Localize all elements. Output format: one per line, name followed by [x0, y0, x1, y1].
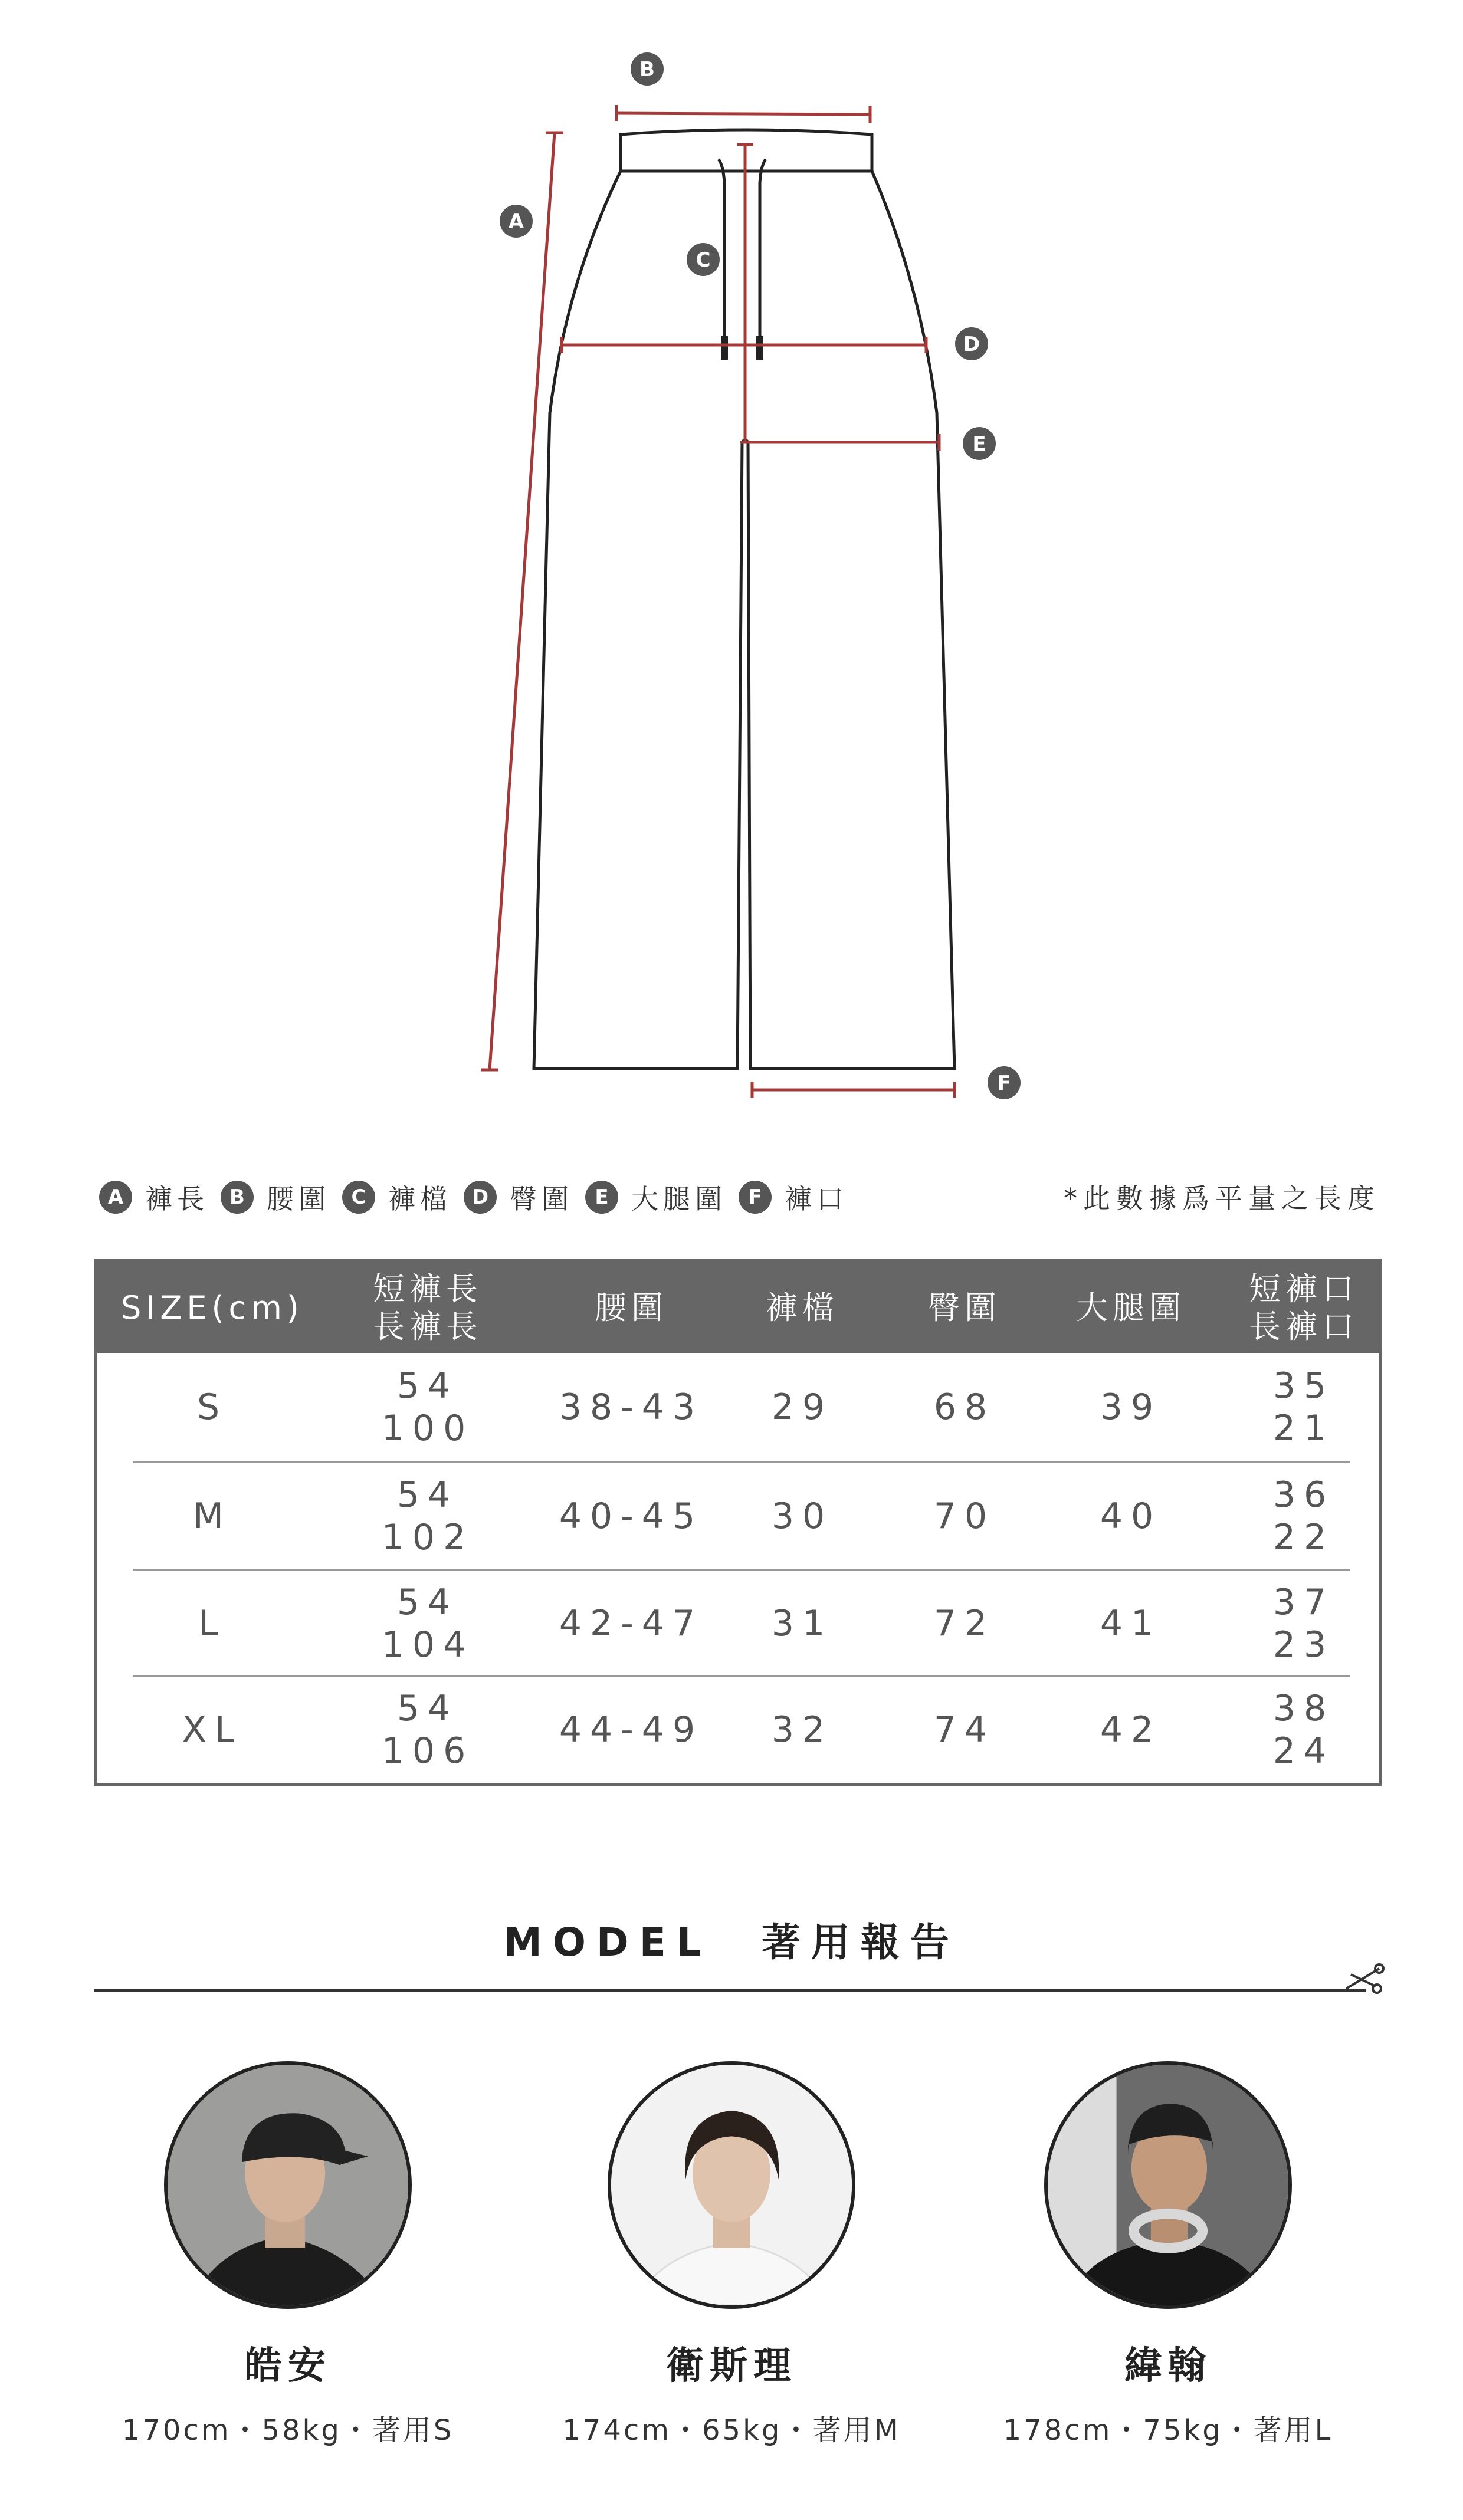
drawstring-tips: [721, 336, 763, 360]
cell-text: 36: [1272, 1474, 1335, 1516]
cell-text: XL: [182, 1709, 243, 1750]
svg-text:A: A: [508, 210, 524, 234]
cell-text: 54: [396, 1582, 459, 1623]
svg-text:F: F: [997, 1072, 1011, 1095]
cell-text: 41: [1100, 1603, 1162, 1644]
table-cell: [339, 1463, 516, 1570]
table-cell: [1042, 1463, 1219, 1570]
svg-text:E: E: [972, 432, 986, 456]
legend-item: [221, 1178, 330, 1217]
cell-text: 106: [381, 1730, 474, 1772]
table-cell: [1215, 1676, 1392, 1783]
model-name: 緯翰: [1124, 2344, 1212, 2388]
model-section-title: MODEL 著用報告: [503, 1920, 960, 1965]
cell-text: 38-43: [559, 1387, 704, 1428]
table-cell: [124, 1570, 301, 1677]
legend-item: [464, 1178, 573, 1217]
table-header-cell: [543, 1262, 720, 1353]
marker-d: [955, 327, 988, 360]
model-photo: [164, 2061, 412, 2309]
svg-text:C: C: [696, 248, 711, 272]
marker-a: [500, 205, 533, 238]
model-name: 衛斯理: [666, 2344, 797, 2388]
cell-text: 29: [771, 1387, 834, 1428]
table-cell: [1042, 1676, 1219, 1783]
table-cell: [714, 1570, 891, 1677]
legend-marker: A: [99, 1181, 132, 1214]
cell-text: 31: [771, 1603, 834, 1644]
header-text: 長褲長: [373, 1307, 483, 1345]
table-cell: [543, 1570, 720, 1677]
cell-text: 104: [381, 1624, 474, 1665]
legend-label: 褲口: [785, 1183, 848, 1215]
cell-text: 74: [933, 1709, 996, 1750]
table-cell: [876, 1353, 1053, 1461]
table-cell: [876, 1570, 1053, 1677]
header-text: 臀圍: [928, 1289, 1001, 1326]
table-header-row: [97, 1262, 1379, 1353]
cell-text: 44-49: [559, 1709, 704, 1750]
legend-marker: E: [585, 1181, 618, 1214]
table-cell: [714, 1676, 891, 1783]
cell-text: 30: [771, 1496, 834, 1537]
table-cell: [124, 1463, 301, 1570]
legend-item: [99, 1178, 209, 1217]
cell-text: L: [198, 1603, 227, 1644]
table-cell: [543, 1353, 720, 1461]
cell-text: 72: [933, 1603, 996, 1644]
cell-text: S: [196, 1387, 228, 1428]
cell-text: 40: [1100, 1496, 1162, 1537]
table-cell: [339, 1676, 516, 1783]
legend-item: [342, 1178, 452, 1217]
table-header-cell: [1215, 1262, 1392, 1353]
header-text: 腰圍: [595, 1289, 668, 1326]
table-header-cell: [121, 1262, 304, 1353]
model-info: 174cm・65kg・著用M: [562, 2414, 901, 2447]
header-text: 長褲口: [1249, 1307, 1359, 1345]
legend-label: 臀圍: [510, 1183, 573, 1215]
cell-text: 39: [1100, 1387, 1162, 1428]
model-card: [76, 2061, 500, 2448]
table-cell: [543, 1463, 720, 1570]
measurement-legend: [99, 1174, 925, 1221]
cell-text: 24: [1272, 1730, 1335, 1772]
cell-text: 54: [396, 1365, 459, 1407]
svg-text:B: B: [639, 58, 655, 81]
table-cell: [339, 1570, 516, 1677]
cell-text: 42-47: [559, 1603, 704, 1644]
legend-marker: F: [739, 1181, 772, 1214]
cell-text: 40-45: [559, 1496, 704, 1537]
legend-marker: C: [342, 1181, 375, 1214]
legend-label: 褲長: [145, 1183, 209, 1215]
cell-text: 23: [1272, 1624, 1335, 1665]
header-text: 短褲口: [1249, 1270, 1359, 1307]
model-photo: [608, 2061, 855, 2309]
legend-marker: B: [221, 1181, 254, 1214]
table-header-cell: [876, 1262, 1053, 1353]
header-text: SIZE(cm): [121, 1289, 304, 1326]
measurement-note: *此數據爲平量之長度: [1064, 1182, 1380, 1214]
table-cell: [1042, 1570, 1219, 1677]
table-cell: [1215, 1570, 1392, 1677]
cell-text: 32: [771, 1709, 834, 1750]
legend-item: [585, 1178, 727, 1217]
model-card: [519, 2061, 944, 2448]
table-header-cell: [1042, 1262, 1219, 1353]
pants-measurement-diagram: [0, 0, 1463, 1121]
cell-text: 38: [1272, 1688, 1335, 1729]
marker-b: [631, 52, 664, 86]
cell-text: 21: [1272, 1408, 1335, 1449]
legend-label: 大腿圍: [631, 1183, 727, 1215]
section-divider: [94, 1989, 1366, 1992]
marker-e: [963, 427, 996, 460]
drawstrings: [719, 159, 766, 354]
model-name: 皓安: [244, 2344, 332, 2388]
model-photo: [1044, 2061, 1292, 2309]
cell-text: 22: [1272, 1517, 1335, 1558]
cell-text: 54: [396, 1688, 459, 1729]
table-cell: [714, 1463, 891, 1570]
legend-label: 腰圍: [267, 1183, 330, 1215]
table-row-divider: [133, 1675, 1350, 1677]
cell-text: 35: [1272, 1365, 1335, 1407]
model-info: 178cm・75kg・著用L: [1003, 2414, 1333, 2447]
table-header-cell: [339, 1262, 516, 1353]
legend-item: [739, 1178, 848, 1217]
table-cell: [124, 1676, 301, 1783]
header-text: 短褲長: [373, 1270, 483, 1307]
cell-text: 70: [933, 1496, 996, 1537]
model-info: 170cm・58kg・著用S: [122, 2414, 454, 2447]
table-cell: [876, 1676, 1053, 1783]
table-row-divider: [133, 1569, 1350, 1571]
cell-text: 54: [396, 1474, 459, 1516]
measure-line-b: [616, 113, 870, 114]
table-row-divider: [133, 1461, 1350, 1463]
marker-f: [988, 1066, 1021, 1099]
table-cell: [339, 1353, 516, 1461]
cell-text: 102: [381, 1517, 474, 1558]
legend-label: 褲檔: [388, 1183, 452, 1215]
cell-text: M: [193, 1496, 232, 1537]
table-cell: [543, 1676, 720, 1783]
table-header-cell: [714, 1262, 891, 1353]
table-cell: [714, 1353, 891, 1461]
legend-marker: D: [464, 1181, 497, 1214]
table-cell: [124, 1353, 301, 1461]
cell-text: 100: [381, 1408, 474, 1449]
scissors-icon: [1345, 1963, 1386, 1998]
header-text: 褲檔: [766, 1289, 839, 1326]
size-table: [94, 1259, 1382, 1786]
model-card: [956, 2061, 1380, 2448]
cell-text: 68: [933, 1387, 996, 1428]
header-text: 大腿圍: [1076, 1289, 1186, 1326]
cell-text: 42: [1100, 1709, 1162, 1750]
svg-text:D: D: [963, 333, 980, 356]
table-cell: [876, 1463, 1053, 1570]
table-cell: [1215, 1353, 1392, 1461]
table-cell: [1215, 1463, 1392, 1570]
marker-c: [687, 243, 720, 276]
cell-text: 37: [1272, 1582, 1335, 1623]
table-cell: [1042, 1353, 1219, 1461]
